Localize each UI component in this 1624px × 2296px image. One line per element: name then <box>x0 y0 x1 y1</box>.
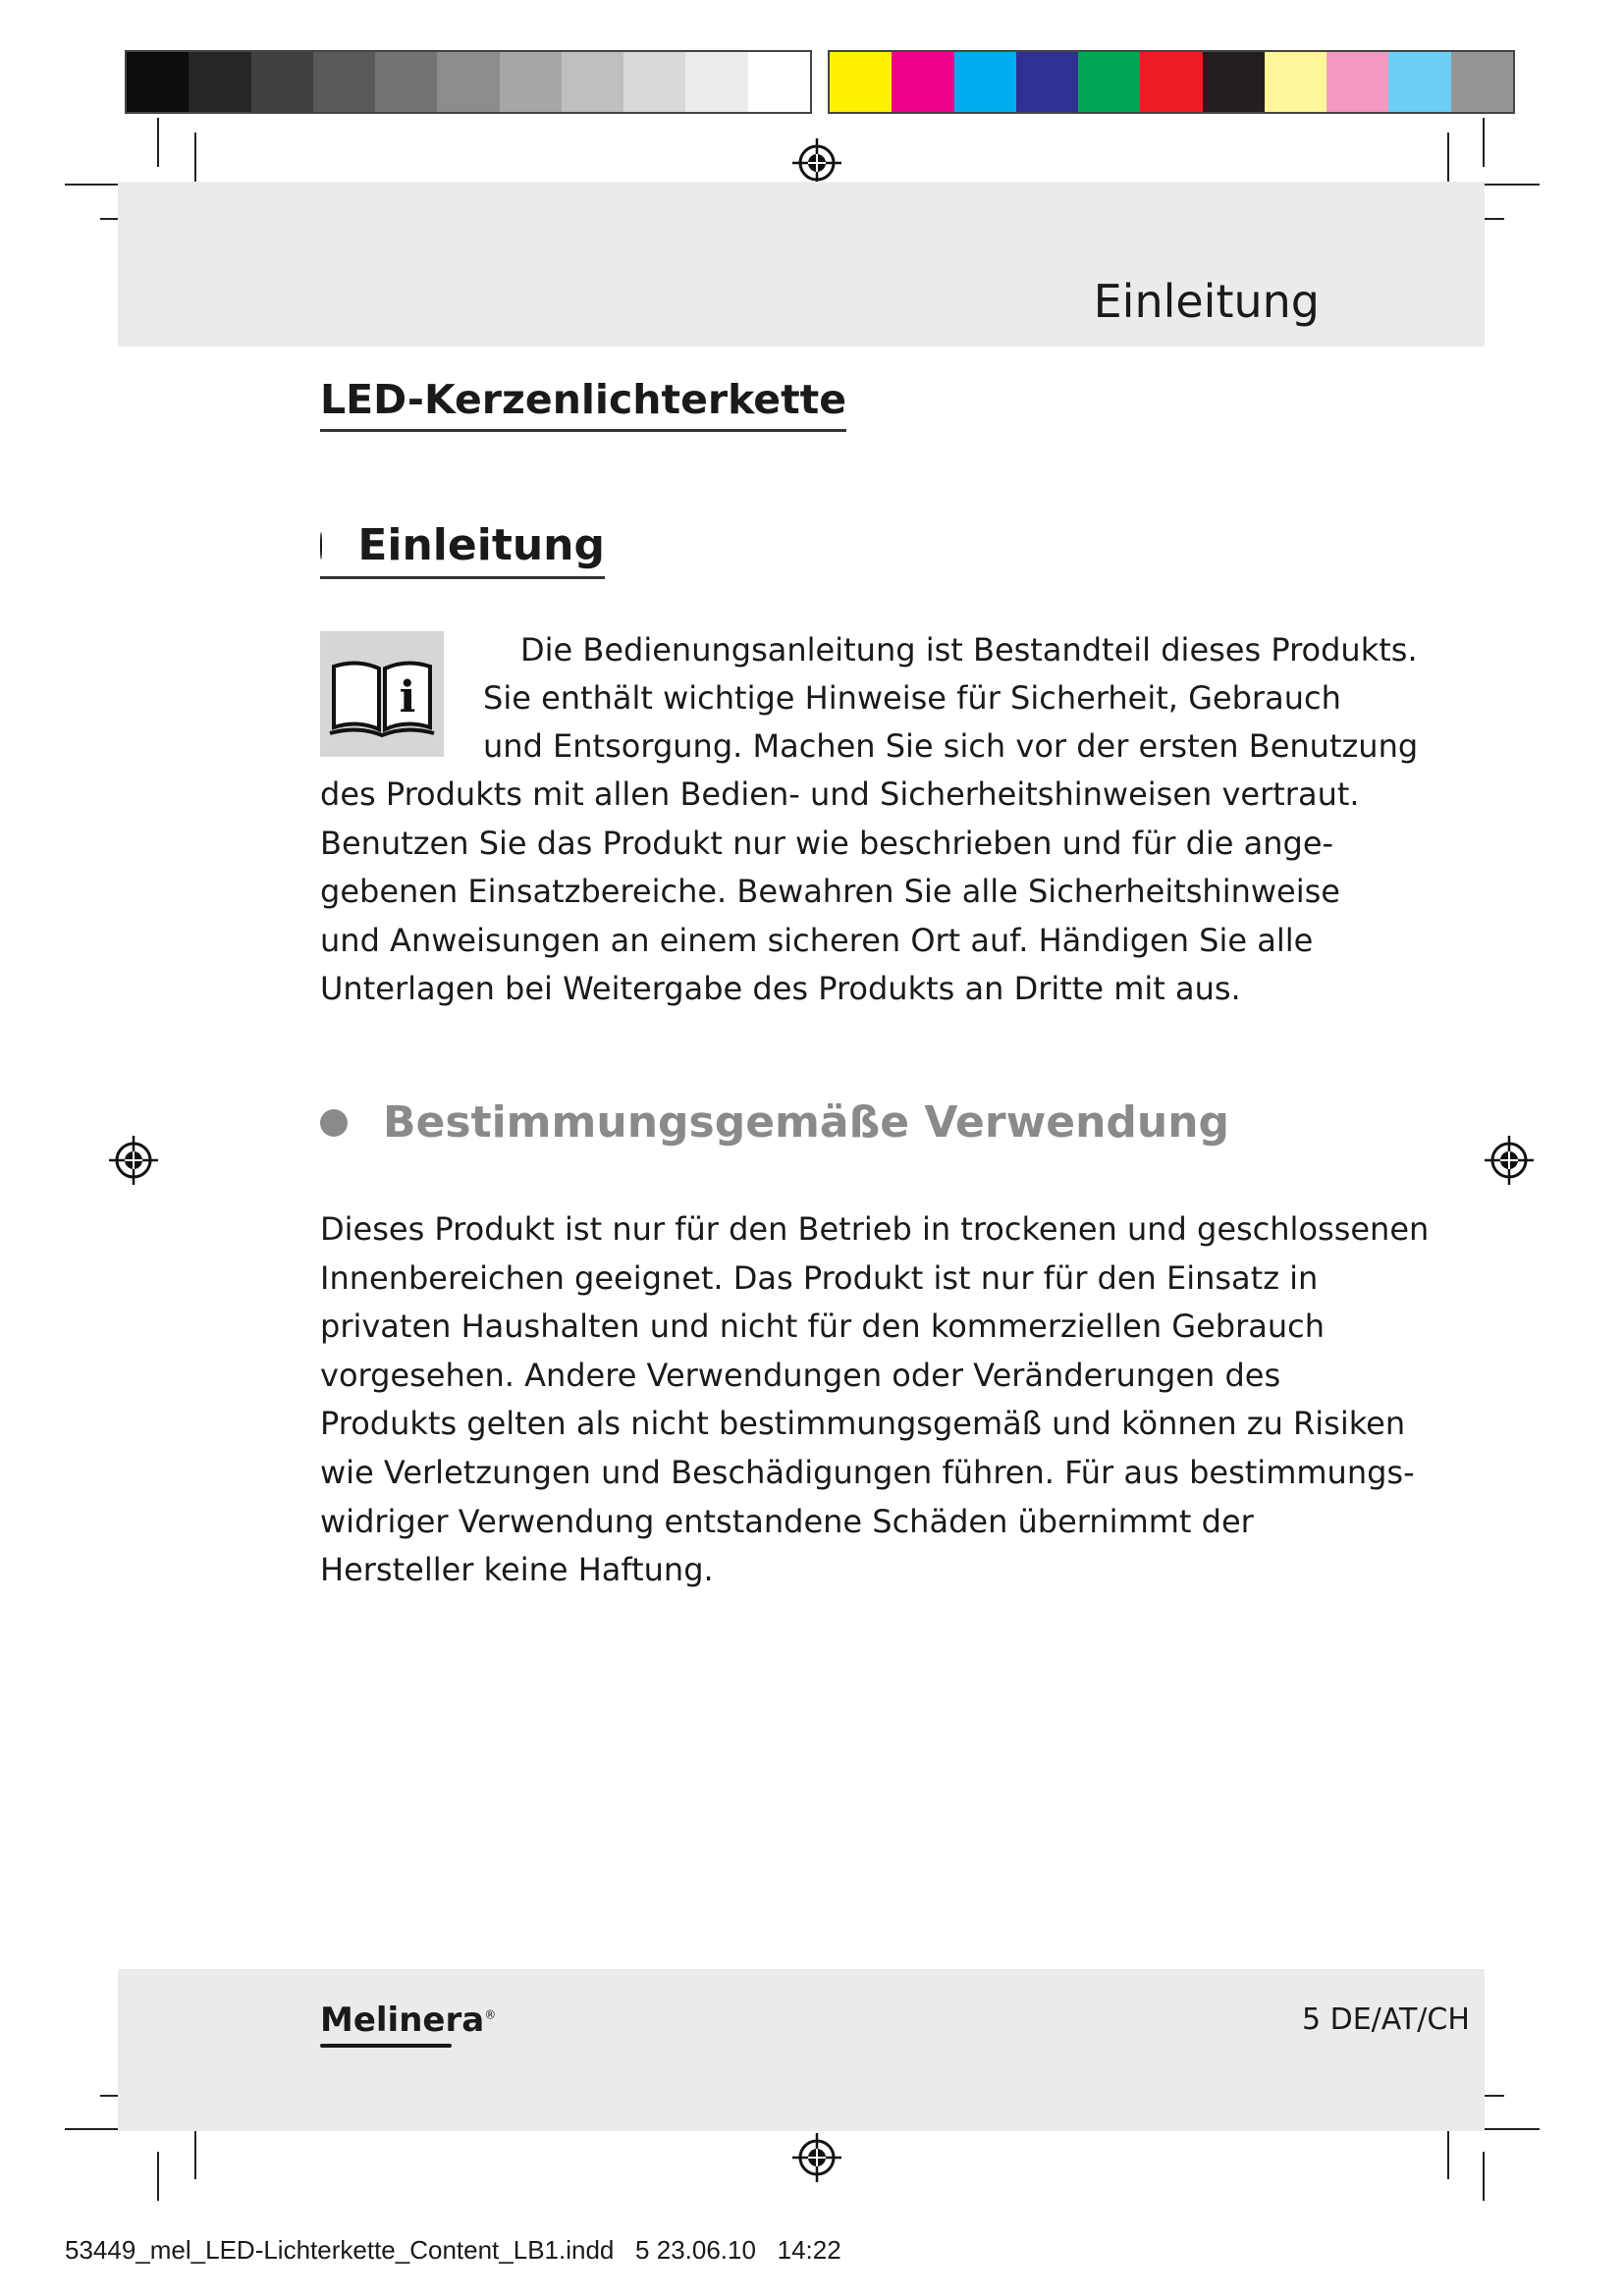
color-swatch <box>500 52 562 112</box>
intro-paragraph-first-line: Die Bedienungsanleitung ist Bestandteil dieses Produkts. <box>520 631 1418 668</box>
text-line: Sie enthält wichtige Hinweise für Sicherheit, Gebrauch <box>483 679 1341 717</box>
color-swatch <box>1451 52 1513 112</box>
text-line: Dieses Produkt ist nur für den Betrieb in trockenen und geschlossenen <box>320 1210 1430 1248</box>
color-swatch <box>1078 52 1140 112</box>
color-swatch <box>437 52 499 112</box>
text-line: des Produkts mit allen Bedien- und Sicherheitshinweisen vertraut. <box>320 775 1360 813</box>
crop-mark <box>1483 2152 1485 2201</box>
color-swatch <box>892 52 953 112</box>
brand-underline <box>320 2044 452 2048</box>
color-swatch <box>623 52 685 112</box>
grayscale-color-bar <box>125 50 812 114</box>
brand-logo <box>320 2001 496 2040</box>
color-swatch <box>251 52 313 112</box>
color-swatch <box>954 52 1016 112</box>
section-heading-text: Einleitung <box>357 520 605 570</box>
color-swatch <box>1388 52 1450 112</box>
color-swatch <box>1265 52 1326 112</box>
section-heading-einleitung <box>320 520 605 579</box>
bullet-icon <box>320 532 322 560</box>
crop-mark <box>157 2152 159 2201</box>
bullet-icon <box>320 1109 348 1137</box>
color-swatch <box>127 52 189 112</box>
color-swatch <box>1203 52 1265 112</box>
text-line: und Anweisungen an einem sicheren Ort auf. Händigen Sie alle <box>320 921 1314 959</box>
usage-paragraph <box>320 1205 1429 1595</box>
print-slug: 53449_mel_LED-Lichterkette_Content_LB1.indd 5 23.06.10 14:22 <box>65 2235 841 2265</box>
color-swatch <box>189 52 250 112</box>
footer-band <box>118 1969 1485 2131</box>
color-swatch <box>313 52 375 112</box>
color-swatch <box>375 52 437 112</box>
text-line: Benutzen Sie das Produkt nur wie beschrieben und für die ange- <box>320 824 1334 862</box>
color-swatch <box>1016 52 1078 112</box>
text-line: und Entsorgung. Machen Sie sich vor der ersten Benutzung <box>483 727 1419 765</box>
section-heading-verwendung <box>320 1097 1229 1148</box>
color-swatch <box>1326 52 1388 112</box>
text-line: vorgesehen. Andere Verwendungen oder Veränderungen des <box>320 1356 1281 1394</box>
registration-mark-icon <box>1483 1134 1536 1187</box>
color-swatch <box>748 52 810 112</box>
color-swatch <box>830 52 892 112</box>
registered-mark: ® <box>484 2007 497 2022</box>
color-swatch <box>1140 52 1202 112</box>
section-heading-text: Bestimmungsgemäße Verwendung <box>383 1097 1230 1148</box>
text-line: privaten Haushalten und nicht für den kommerziellen Gebrauch <box>320 1308 1325 1346</box>
svg-text:i: i <box>399 672 416 722</box>
intro-paragraph <box>320 771 1360 1014</box>
registration-mark-icon <box>107 1134 160 1187</box>
color-swatch <box>562 52 623 112</box>
text-line: Unterlagen bei Weitergabe des Produkts an Dritte mit aus. <box>320 970 1241 1007</box>
text-line: wie Verletzungen und Beschädigungen führen. Für aus bestimmungs- <box>320 1453 1415 1491</box>
text-line: Hersteller keine Haftung. <box>320 1551 714 1589</box>
crop-mark <box>157 118 159 167</box>
crop-mark <box>1483 118 1485 167</box>
text-line: gebenen Einsatzbereiche. Bewahren Sie alle Sicherheitshinweise <box>320 873 1340 910</box>
process-color-bar <box>828 50 1515 114</box>
document-title: LED-Kerzenlichterkette <box>320 376 846 432</box>
color-swatch <box>685 52 747 112</box>
text-line: Produkts gelten als nicht bestimmungsgemäß und können zu Risiken <box>320 1405 1406 1443</box>
running-header-title: Einleitung <box>1093 275 1320 328</box>
text-line: Innenbereichen geeignet. Das Produkt ist nur für den Einsatz in <box>320 1258 1319 1297</box>
intro-paragraph-indented <box>483 674 1418 771</box>
registration-mark-icon <box>790 2131 843 2184</box>
page-number: 5 DE/AT/CH <box>1302 2002 1470 2037</box>
info-book-icon <box>320 631 444 757</box>
brand-name: Melinera <box>320 2001 485 2040</box>
text-line: widriger Verwendung entstandene Schäden übernimmt der <box>320 1502 1254 1540</box>
